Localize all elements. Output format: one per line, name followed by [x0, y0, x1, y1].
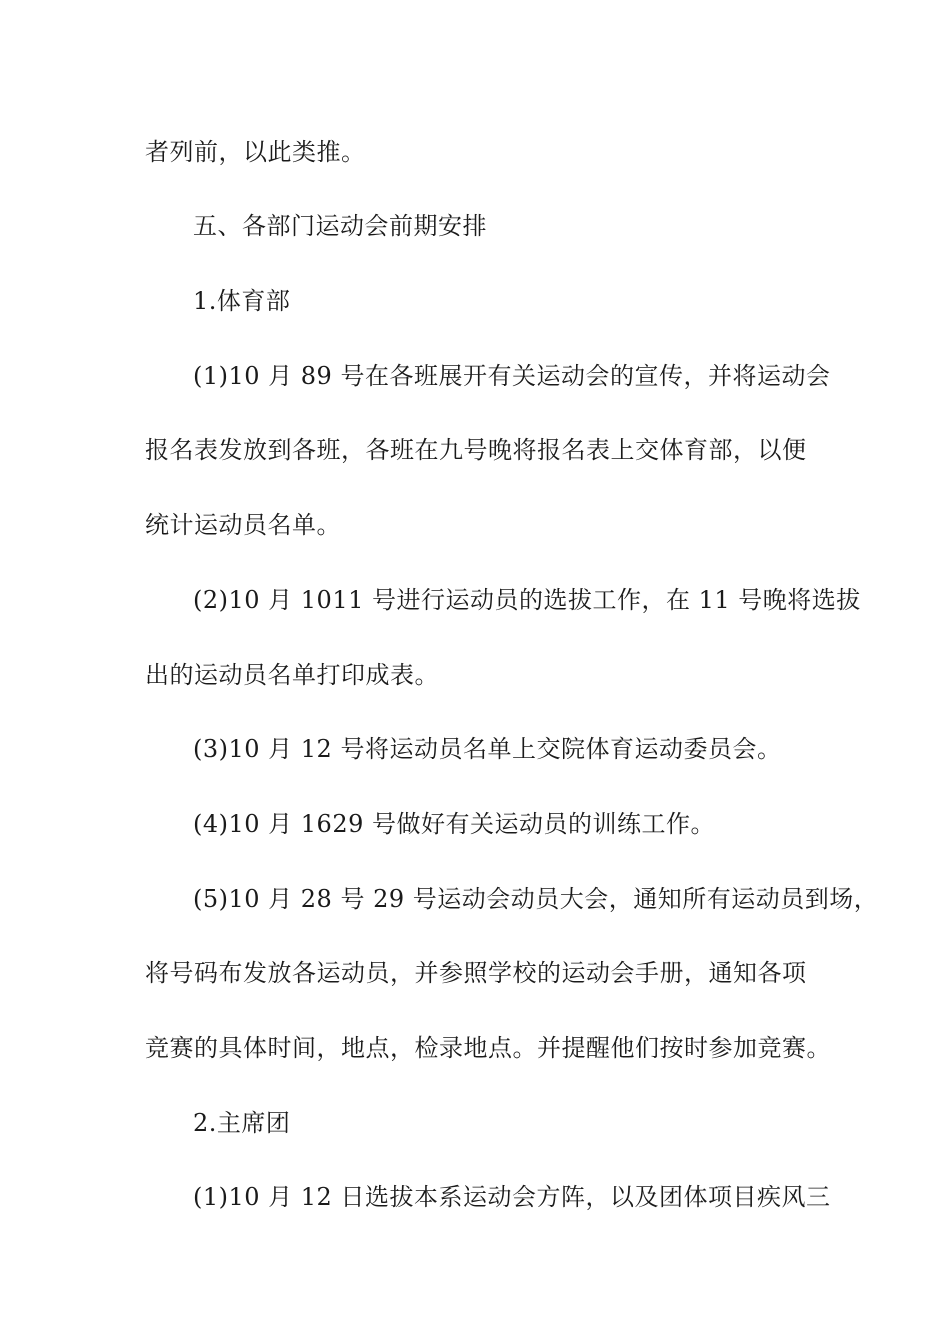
paragraph-line: 出的运动员名单打印成表。 [145, 661, 439, 689]
subsection-heading: 2.主席团 [193, 1109, 291, 1137]
paragraph-line: 统计运动员名单。 [145, 511, 341, 539]
paragraph-line: (1)10 月 89 号在各班展开有关运动会的宣传，并将运动会 [193, 362, 831, 390]
subsection-heading: 1.体育部 [193, 287, 291, 315]
paragraph-line: 报名表发放到各班，各班在九号晚将报名表上交体育部，以便 [145, 436, 807, 464]
paragraph-line: (3)10 月 12 号将运动员名单上交院体育运动委员会。 [193, 735, 782, 763]
paragraph-line: (1)10 月 12 日选拔本系运动会方阵，以及团体项目疾风三 [193, 1183, 831, 1211]
paragraph-line: 者列前，以此类推。 [145, 138, 366, 166]
paragraph-line: (5)10 月 28 号 29 号运动会动员大会，通知所有运动员到场， [193, 885, 879, 913]
section-heading: 五、各部门运动会前期安排 [193, 212, 487, 240]
paragraph-line: 竞赛的具体时间，地点，检录地点。并提醒他们按时参加竞赛。 [145, 1034, 831, 1062]
paragraph-line: 将号码布发放各运动员，并参照学校的运动会手册，通知各项 [145, 959, 807, 987]
paragraph-line: (4)10 月 1629 号做好有关运动员的训练工作。 [193, 810, 715, 838]
paragraph-line: (2)10 月 1011 号进行运动员的选拔工作，在 11 号晚将选拔 [193, 586, 861, 614]
